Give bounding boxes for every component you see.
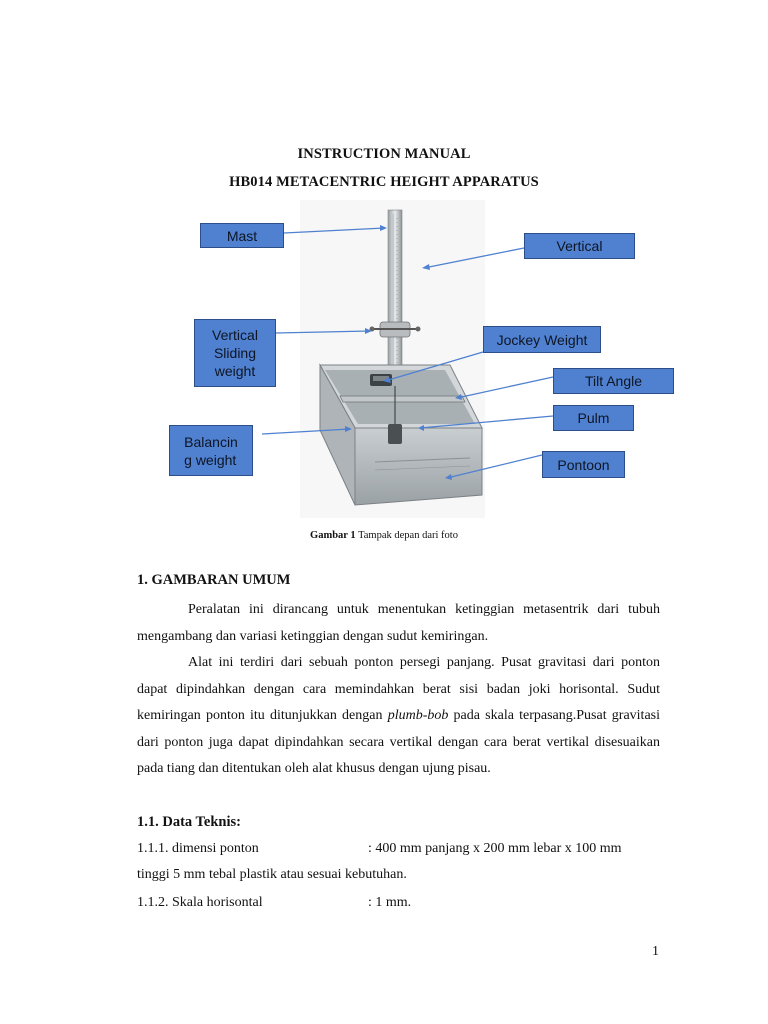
jockey-weight [370,374,392,386]
plumb-bob-term: plumb-bob [387,708,449,723]
spec-label: 1.1.2. Skala horisontal [137,895,263,910]
callout-vertical: Vertical [524,233,635,259]
caption-label: Gambar 1 [310,530,356,541]
apparatus-photo [300,200,485,518]
section-heading-technical-data: 1.1. Data Teknis: [137,814,241,830]
spec-value: : 400 mm panjang x 200 mm lebar x 100 mm [368,841,622,856]
manual-title: INSTRUCTION MANUAL [297,146,471,162]
section-heading-overview: 1. GAMBARAN UMUM [137,572,291,588]
callout-tilt-angle: Tilt Angle [553,368,674,394]
caption-text: Tampak depan dari foto [355,530,458,541]
spec-label: 1.1.1. dimensi ponton [137,841,259,856]
page-number: 1 [652,944,659,959]
spec-row-horizontal-scale [137,895,412,911]
spec-row-continuation: tinggi 5 mm tebal plastik atau sesuai kebutuhan. [137,867,407,882]
apparatus-title: HB014 METACENTRIC HEIGHT APPARATUS [229,174,539,190]
figure-caption [0,530,768,541]
callout-pulm: Pulm [553,405,634,431]
callout-mast: Mast [200,223,284,248]
callout-pontoon: Pontoon [542,451,625,478]
spec-row-pontoon-dimension [137,841,622,857]
paragraph-2: Alat ini terdiri dari sebuah ponton persegi panjang. Pusat gravitasi dari ponton dapat dipindahkan dengan cara memindahkan berat sisi badan joki horisontal. Sudut kemiringan ponton itu ditunjukkan dengan plumb-bob pada skala terpasang.Pusat gravitasi dari ponton juga dapat dipindahkan secara vertikal dengan cara berat vertikal disesuaikan pada tiang dan ditentukan oleh alat khusus dengan ujung pisau. [137,655,660,776]
callout-balancing-weight: Balancin g weight [169,425,253,476]
callout-vertical-sliding-weight: Vertical Sliding weight [194,319,276,387]
spec-value: : 1 mm. [368,895,412,910]
callout-jockey-weight: Jockey Weight [483,326,601,353]
paragraph-1: Peralatan ini dirancang untuk menentukan ketinggian metasentrik dari tubuh mengambang dan variasi ketinggian dengan sudut kemiringan. [137,602,660,644]
